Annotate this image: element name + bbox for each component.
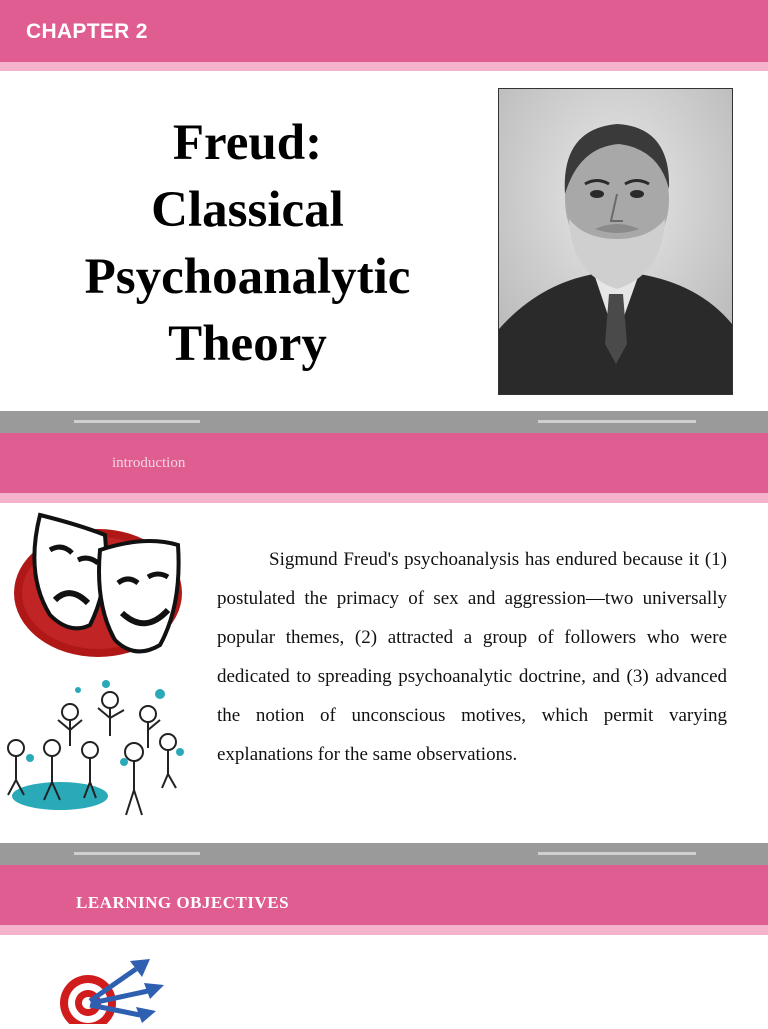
learning-objectives-heading: LEARNING OBJECTIVES <box>76 893 290 912</box>
title-line-2: Classical <box>151 182 344 238</box>
slide-footer-band-2 <box>0 843 768 865</box>
people-discussion-icon <box>0 670 200 820</box>
introduction-stripe <box>0 493 768 503</box>
footer-text-decor <box>0 843 768 865</box>
introduction-paragraph <box>217 540 727 774</box>
introduction-paragraph-text: Sigmund Freud's psychoanalysis has endured because it (1) postulated the primacy of sex and aggression—two universally popular themes, (2) attracted a group of followers who were dedicated to spreading psychoanalytic doctrine, and (3) advanced the notion of unconscious motives, which permit varying explanations for the same observations. <box>217 549 727 765</box>
target-icon <box>58 955 168 1024</box>
page-title <box>40 110 455 378</box>
chapter-header-stripe <box>0 62 768 71</box>
footer-text-decor <box>0 411 768 433</box>
chapter-label: CHAPTER 2 <box>26 20 148 43</box>
learning-objectives-stripe <box>0 925 768 935</box>
title-line-1: Freud: <box>172 115 323 171</box>
freud-portrait <box>498 88 733 395</box>
title-line-4: Theory <box>168 316 327 372</box>
introduction-heading: introduction <box>112 455 186 471</box>
theater-masks-icon <box>10 505 190 663</box>
title-line-3: Psychoanalytic <box>84 249 411 305</box>
portrait-illustration <box>499 89 732 394</box>
slide-footer-band-1 <box>0 411 768 433</box>
